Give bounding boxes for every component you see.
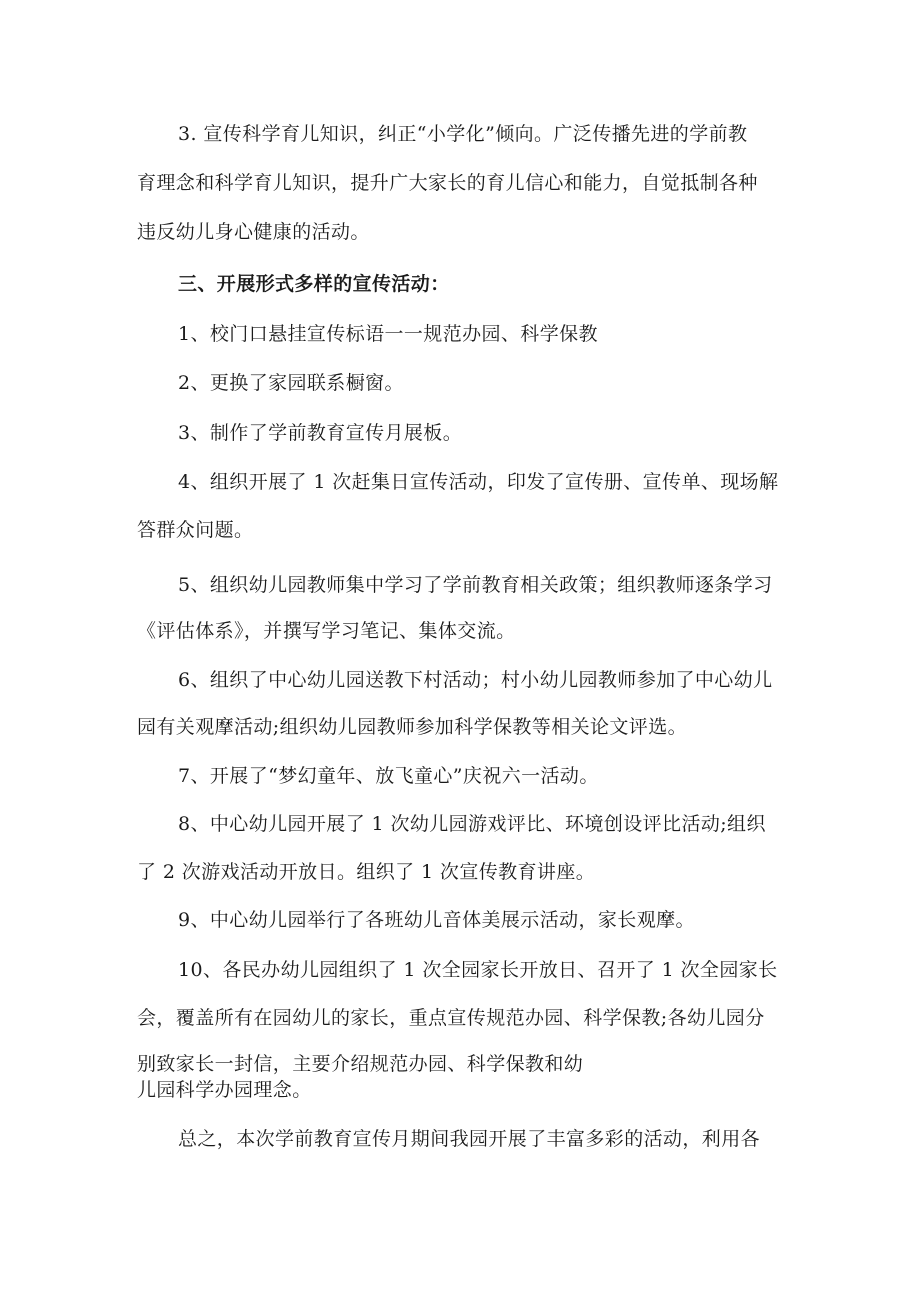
- list-item-5-line-1: 5、组织幼儿园教师集中学习了学前教育相关政策；组织教师逐条学习: [178, 574, 773, 596]
- list-item-4-line-2: 答群众问题。: [137, 519, 254, 541]
- list-item-10-line-3: 别致家长一封信，主要介绍规范办园、科学保教和幼: [137, 1053, 584, 1075]
- list-item-3: 3、制作了学前教育宣传月展板。: [178, 422, 463, 444]
- summary-paragraph-line-1: 总之，本次学前教育宣传月期间我园开展了丰富多彩的活动，利用各: [178, 1128, 761, 1150]
- paragraph-3-line-2: 育理念和科学育儿知识，提升广大家长的育儿信心和能力，自觉抵制各种: [137, 172, 758, 194]
- list-item-5-line-2: 《评估体系》，并撰写学习笔记、集体交流。: [137, 620, 516, 642]
- list-item-9: 9、中心幼儿园举行了各班幼儿音体美展示活动，家长观摩。: [178, 909, 695, 931]
- list-item-10-line-4: 儿园科学办园理念。: [137, 1079, 312, 1101]
- list-item-8-line-1: 8、中心幼儿园开展了 1 次幼儿园游戏评比、环境创设评比活动;组织: [178, 813, 766, 835]
- paragraph-3-line-1: 3. 宣传科学育儿知识，纠正“小学化”倾向。广泛传播先进的学前教: [178, 123, 748, 145]
- list-item-4-line-1: 4、组织开展了 1 次赶集日宣传活动，印发了宣传册、宣传单、现场解: [178, 471, 779, 493]
- list-item-7: 7、开展了“梦幻童年、放飞童心”庆祝六一活动。: [178, 765, 599, 787]
- list-item-2: 2、更换了家园联系橱窗。: [178, 372, 404, 394]
- list-item-10-line-1: 10、各民办幼儿园组织了 1 次全园家长开放日、召开了 1 次全园家长: [178, 959, 778, 981]
- list-item-6-line-2: 园有关观摩活动;组织幼儿园教师参加科学保教等相关论文评选。: [137, 716, 688, 738]
- section-heading: 三、开展形式多样的宣传活动：: [178, 273, 450, 295]
- list-item-1: 1、校门口悬挂宣传标语一一规范办园、科学保教: [178, 323, 598, 345]
- paragraph-3-line-3: 违反幼儿身心健康的活动。: [137, 221, 370, 243]
- list-item-10-line-2: 会，覆盖所有在园幼儿的家长，重点宣传规范办园、科学保教;各幼儿园分: [137, 1007, 765, 1029]
- list-item-6-line-1: 6、组织了中心幼儿园送教下村活动；村小幼儿园教师参加了中心幼儿: [178, 669, 773, 691]
- list-item-8-line-2: 了 2 次游戏活动开放日。组织了 1 次宣传教育讲座。: [137, 861, 596, 883]
